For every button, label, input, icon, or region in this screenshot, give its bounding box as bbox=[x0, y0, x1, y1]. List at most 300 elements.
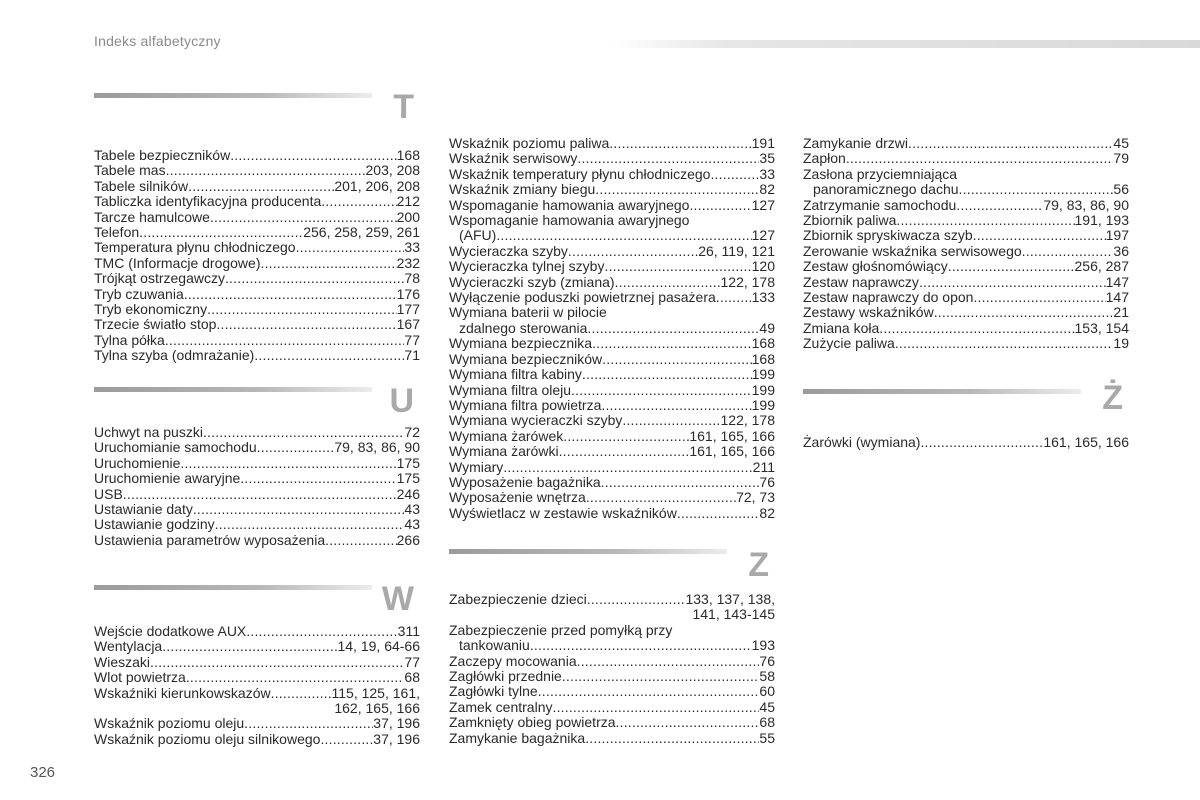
index-entry bbox=[94, 240, 420, 255]
entry-page: 14, 19, 64-66 bbox=[337, 638, 420, 655]
entry-row bbox=[449, 592, 775, 607]
entry-label: Wycieraczki szyb (zmiana) bbox=[449, 273, 615, 290]
entry-label-continued: panoramicznego dachu bbox=[813, 181, 959, 198]
entry-label: Zatrzymanie samochodu bbox=[803, 196, 957, 213]
entry-row bbox=[94, 533, 420, 548]
entry-page: 153, 154 bbox=[1074, 319, 1129, 336]
index-entry bbox=[449, 475, 775, 490]
index-entry bbox=[94, 517, 420, 532]
index-entry bbox=[449, 136, 775, 151]
entry-label: Zamykanie drzwi bbox=[803, 135, 909, 151]
entry-row bbox=[449, 731, 775, 746]
entry-label: Wlot powietrza bbox=[94, 669, 186, 686]
leader-dots bbox=[1022, 244, 1114, 259]
index-entry bbox=[803, 435, 1129, 450]
entry-page-continued: 162, 165, 166 bbox=[334, 700, 420, 717]
leader-dots bbox=[919, 275, 1106, 290]
leader-dots bbox=[577, 151, 759, 166]
entry-row bbox=[803, 151, 1129, 166]
leader-dots bbox=[215, 517, 405, 532]
section-letter: Z bbox=[748, 546, 769, 584]
entry-label: Zamknięty obieg powietrza bbox=[449, 714, 616, 731]
entry-page: 35 bbox=[759, 150, 775, 167]
index-entry bbox=[449, 182, 775, 197]
entry-page: 161, 165, 166 bbox=[689, 443, 775, 460]
leader-dots bbox=[193, 502, 405, 517]
leader-dots bbox=[677, 506, 760, 521]
entry-label: Wskaźnik temperatury płynu chłodniczego bbox=[449, 165, 711, 182]
leader-dots bbox=[203, 425, 404, 440]
leader-dots bbox=[934, 305, 1114, 320]
index-entry bbox=[449, 151, 775, 166]
leader-dots bbox=[622, 413, 720, 428]
entry-row bbox=[803, 336, 1129, 351]
leader-dots bbox=[716, 290, 752, 305]
entry-row bbox=[449, 638, 775, 653]
entry-row bbox=[94, 440, 420, 455]
section-letter: Ż bbox=[1102, 379, 1123, 417]
index-entry bbox=[803, 336, 1129, 351]
entry-row bbox=[94, 271, 420, 286]
entry-label: Wspomaganie hamowania awaryjnego bbox=[449, 196, 690, 213]
entry-row bbox=[449, 700, 775, 715]
entry-label: Tabliczka identyfikacyjna producenta bbox=[94, 193, 322, 210]
leader-dots bbox=[948, 259, 1075, 274]
entry-page: 49 bbox=[759, 319, 775, 336]
entry-label: Wymiana filtra kabiny bbox=[449, 366, 582, 383]
index-entry bbox=[94, 502, 420, 517]
leader-dots bbox=[240, 471, 396, 486]
index-entry bbox=[803, 198, 1129, 213]
index-entry bbox=[94, 686, 420, 717]
leader-dots bbox=[973, 290, 1105, 305]
entry-label: Tryb czuwania bbox=[94, 285, 184, 302]
leader-dots bbox=[225, 271, 404, 286]
entry-row bbox=[449, 654, 775, 669]
leader-dots bbox=[956, 198, 1043, 213]
entry-page: 127 bbox=[751, 196, 775, 213]
section-header-t bbox=[94, 86, 420, 148]
entry-label: Wymiana bezpiecznika bbox=[449, 335, 593, 352]
section-letter: T bbox=[393, 88, 414, 126]
entry-row bbox=[449, 684, 775, 699]
entry-label: Zabezpieczenie przed pomyłką przy bbox=[449, 621, 673, 638]
entry-row bbox=[449, 275, 775, 290]
index-entry bbox=[94, 302, 420, 317]
column-1 bbox=[94, 86, 420, 364]
entry-label: Wejście dodatkowe AUX bbox=[94, 623, 247, 639]
entries-w-continued bbox=[449, 136, 775, 521]
entry-label: Wycieraczka szyby bbox=[449, 242, 568, 259]
index-entry bbox=[94, 225, 420, 240]
entry-label: Zamek centralny bbox=[449, 698, 553, 715]
entries-z bbox=[449, 592, 775, 746]
header-bar bbox=[610, 40, 1200, 48]
entry-page: 56 bbox=[1113, 181, 1129, 198]
entry-label: Zaczepy mocowania bbox=[449, 652, 577, 669]
entry-row bbox=[803, 244, 1129, 259]
entry-row bbox=[449, 321, 775, 336]
leader-dots bbox=[604, 259, 751, 274]
index-entry bbox=[94, 333, 420, 348]
entry-label: Wyposażenie bagażnika bbox=[449, 473, 601, 490]
leader-dots bbox=[879, 321, 1074, 336]
entry-row bbox=[449, 336, 775, 351]
index-entry bbox=[94, 456, 420, 471]
entry-page: 133 bbox=[751, 289, 775, 306]
leader-dots bbox=[571, 383, 752, 398]
leader-dots bbox=[139, 225, 303, 240]
entry-row bbox=[803, 321, 1129, 336]
entry-label: Telefon bbox=[94, 224, 140, 241]
entry-row bbox=[94, 302, 420, 317]
leader-dots bbox=[210, 210, 397, 225]
entry-row bbox=[94, 225, 420, 240]
entry-page: 122, 178 bbox=[720, 273, 775, 290]
column-2 bbox=[449, 136, 775, 521]
column-3-zdot bbox=[803, 381, 1129, 450]
entry-page: 58 bbox=[759, 668, 775, 685]
index-entry bbox=[803, 244, 1129, 259]
entry-row bbox=[94, 348, 420, 363]
index-entry bbox=[449, 398, 775, 413]
entry-label: Uruchomienie awaryjne bbox=[94, 470, 241, 487]
entry-label: Trzecie światło stop bbox=[94, 316, 217, 333]
entry-label: Wskaźnik poziomu paliwa bbox=[449, 135, 610, 151]
entry-row bbox=[803, 290, 1129, 305]
leader-dots bbox=[166, 163, 366, 178]
entry-page: 33 bbox=[759, 165, 775, 182]
entry-page: 122, 178 bbox=[720, 412, 775, 429]
entry-page: 26, 119, 121 bbox=[698, 242, 775, 259]
index-entry bbox=[449, 305, 775, 336]
index-entry bbox=[94, 440, 420, 455]
entry-row bbox=[803, 198, 1129, 213]
entry-label: Zużycie paliwa bbox=[803, 335, 895, 352]
entry-row bbox=[94, 163, 420, 178]
entry-row bbox=[94, 732, 420, 747]
entry-page: 79, 83, 86, 90 bbox=[1043, 196, 1129, 213]
entry-page: 115, 125, 161, bbox=[331, 684, 420, 701]
entry-row bbox=[94, 456, 420, 471]
leader-dots bbox=[188, 179, 334, 194]
entry-page: 55 bbox=[759, 729, 775, 746]
entries-t bbox=[94, 148, 420, 364]
entry-label: Zestawy wskaźników bbox=[803, 304, 934, 321]
index-entry bbox=[803, 305, 1129, 320]
index-entry bbox=[449, 669, 775, 684]
entry-label: Zbiornik spryskiwacza szyb bbox=[803, 227, 973, 244]
entry-page: 197 bbox=[1105, 227, 1129, 244]
leader-dots bbox=[710, 167, 759, 182]
index-entry bbox=[94, 732, 420, 747]
entry-row bbox=[449, 259, 775, 274]
leader-dots bbox=[123, 487, 397, 502]
entry-label: Tarcze hamulcowe bbox=[94, 208, 210, 225]
entry-label: Wymiana bezpieczników bbox=[449, 350, 603, 367]
entry-row bbox=[803, 228, 1129, 243]
leader-dots bbox=[180, 456, 396, 471]
entry-label: Wymiary bbox=[449, 458, 504, 475]
section-bar bbox=[449, 549, 727, 554]
entry-label: Zapłon bbox=[803, 150, 846, 167]
entry-label: Wyposażenie wnętrza bbox=[449, 489, 586, 506]
column-3 bbox=[803, 136, 1129, 352]
entry-row bbox=[449, 198, 775, 213]
leader-dots bbox=[973, 228, 1106, 243]
index-entry bbox=[449, 275, 775, 290]
entry-label: Zbiornik paliwa bbox=[803, 212, 897, 229]
entry-page: 76 bbox=[759, 652, 775, 669]
entry-page: 193 bbox=[751, 637, 775, 654]
entry-label: Ustawianie daty bbox=[94, 501, 193, 518]
entry-label: Temperatura płynu chłodniczego bbox=[94, 239, 296, 256]
index-entry bbox=[449, 290, 775, 305]
leader-dots bbox=[254, 348, 404, 363]
entry-row bbox=[449, 429, 775, 444]
leader-dots bbox=[846, 151, 1114, 166]
entry-page: 311 bbox=[397, 623, 420, 639]
entry-page: 211 bbox=[752, 458, 775, 475]
entry-label: Wymiana filtra oleju bbox=[449, 381, 572, 398]
leader-dots bbox=[257, 440, 335, 455]
section-header-z bbox=[449, 543, 775, 592]
entry-row bbox=[94, 639, 420, 654]
index-entry bbox=[94, 348, 420, 363]
entry-label: Uruchomianie samochodu bbox=[94, 439, 257, 456]
entry-label: Tylna półka bbox=[94, 331, 165, 348]
index-entry bbox=[94, 271, 420, 286]
leader-dots bbox=[959, 182, 1114, 197]
section-bar bbox=[94, 585, 372, 590]
index-entry bbox=[94, 670, 420, 685]
leader-dots bbox=[587, 321, 759, 336]
entry-label: Tabele bezpieczników bbox=[94, 147, 231, 163]
index-entry bbox=[803, 136, 1129, 151]
entry-page: 191, 193 bbox=[1074, 212, 1129, 229]
index-entry bbox=[449, 352, 775, 367]
entry-label-continued: zdalnego sterowania bbox=[459, 319, 588, 336]
entry-page: 199 bbox=[751, 396, 775, 413]
entry-label: Zamykanie bagażnika bbox=[449, 729, 586, 746]
entry-page: 168 bbox=[396, 147, 420, 163]
entry-page: 256, 258, 259, 261 bbox=[303, 224, 420, 241]
leader-dots bbox=[582, 367, 752, 382]
index-entry bbox=[94, 317, 420, 332]
leader-dots bbox=[908, 136, 1113, 151]
entry-label: Wyłączenie poduszki powietrznej pasażera bbox=[449, 289, 716, 306]
leader-dots bbox=[150, 655, 404, 670]
entry-row bbox=[449, 506, 775, 521]
entry-row bbox=[449, 444, 775, 459]
index-entry bbox=[449, 715, 775, 730]
leader-dots bbox=[321, 194, 396, 209]
section-letter: W bbox=[381, 580, 414, 618]
entry-label: Wymiana żarówek bbox=[449, 427, 564, 444]
index-entry bbox=[94, 533, 420, 548]
entry-row bbox=[449, 715, 775, 730]
entry-row bbox=[94, 148, 420, 163]
entry-page: 82 bbox=[759, 504, 775, 521]
entry-label: Zabezpieczenie dzieci bbox=[449, 591, 587, 607]
entry-page: 175 bbox=[396, 470, 420, 487]
entry-label: Zasłona przyciemniająca bbox=[803, 165, 958, 182]
index-entry bbox=[94, 287, 420, 302]
section-bar bbox=[94, 93, 372, 98]
leader-dots bbox=[261, 256, 397, 271]
leader-dots bbox=[503, 460, 752, 475]
entry-page: 68 bbox=[404, 669, 420, 686]
entry-page: 177 bbox=[396, 301, 420, 318]
entry-row bbox=[94, 502, 420, 517]
entries-z-dot bbox=[803, 435, 1129, 450]
entry-page: 161, 165, 166 bbox=[689, 427, 775, 444]
index-entry bbox=[449, 429, 775, 444]
index-entry bbox=[94, 256, 420, 271]
header-title: Indeks alfabetyczny bbox=[94, 33, 221, 49]
entry-page: 120 bbox=[751, 258, 775, 275]
entry-row bbox=[94, 179, 420, 194]
leader-dots bbox=[568, 244, 698, 259]
leader-dots bbox=[162, 639, 337, 654]
entry-label: Wskaźniki kierunkowskazów bbox=[94, 684, 271, 701]
entry-row bbox=[94, 240, 420, 255]
leader-dots bbox=[592, 336, 752, 351]
entry-page: 19 bbox=[1113, 335, 1129, 352]
entry-page: 82 bbox=[759, 181, 775, 198]
entry-page: 212 bbox=[396, 193, 420, 210]
index-entry bbox=[449, 213, 775, 244]
entry-row bbox=[449, 383, 775, 398]
entry-label: Zmiana koła bbox=[803, 319, 880, 336]
leader-dots bbox=[895, 336, 1114, 351]
entry-page: 72 bbox=[404, 424, 420, 440]
index-entry bbox=[94, 148, 420, 163]
index-entry bbox=[449, 383, 775, 398]
leader-dots bbox=[586, 490, 736, 505]
entry-page: 36 bbox=[1113, 242, 1129, 259]
entry-label: Ustawienia parametrów wyposażenia bbox=[94, 531, 326, 548]
index-entry bbox=[803, 213, 1129, 228]
entry-page: 68 bbox=[759, 714, 775, 731]
entry-row bbox=[94, 686, 420, 701]
entry-page: 37, 196 bbox=[373, 715, 420, 732]
leader-dots bbox=[920, 435, 1043, 450]
entry-label: Zestaw naprawczy bbox=[803, 273, 919, 290]
entry-page: 168 bbox=[751, 335, 775, 352]
leader-dots bbox=[577, 654, 760, 669]
leader-dots bbox=[165, 333, 405, 348]
section-bar bbox=[803, 389, 1081, 394]
entry-page: 201, 206, 208 bbox=[334, 177, 420, 194]
entry-row bbox=[449, 367, 775, 382]
leader-dots bbox=[271, 686, 332, 701]
entry-page: 37, 196 bbox=[373, 730, 420, 747]
entry-label: TMC (Informacje drogowe) bbox=[94, 254, 261, 271]
entry-label: Tabele mas bbox=[94, 162, 166, 179]
entry-page: 79, 83, 86, 90 bbox=[334, 439, 420, 456]
entry-page: 175 bbox=[396, 454, 420, 471]
entry-label-continued: (AFU) bbox=[459, 227, 497, 244]
entry-row bbox=[94, 256, 420, 271]
column-1-u bbox=[94, 380, 420, 548]
leader-dots bbox=[896, 213, 1074, 228]
leader-dots bbox=[496, 228, 751, 243]
entry-label: Wyświetlacz w zestawie wskaźników bbox=[449, 504, 677, 521]
entry-page: 127 bbox=[751, 227, 775, 244]
entry-page: 60 bbox=[759, 683, 775, 700]
section-header-u bbox=[94, 380, 420, 425]
entry-label: Wskaźnik zmiany biegu bbox=[449, 181, 596, 198]
entry-label: Wymiana filtra powietrza bbox=[449, 396, 602, 413]
entry-row bbox=[449, 290, 775, 305]
entry-label: Żarówki (wymiana) bbox=[803, 434, 921, 450]
entry-page: 203, 208 bbox=[365, 162, 420, 179]
entries-z-continued bbox=[803, 136, 1129, 352]
leader-dots bbox=[320, 732, 373, 747]
entry-row bbox=[94, 425, 420, 440]
entry-page: 77 bbox=[404, 653, 420, 670]
entry-row bbox=[94, 210, 420, 225]
section-header-z-dot bbox=[803, 381, 1129, 435]
entry-row bbox=[449, 460, 775, 475]
index-entry bbox=[449, 623, 775, 654]
entry-row bbox=[94, 333, 420, 348]
leader-dots bbox=[246, 624, 397, 639]
leader-dots bbox=[601, 398, 751, 413]
entry-row bbox=[449, 490, 775, 505]
entry-label: Uchwyt na puszki bbox=[94, 424, 203, 440]
leader-dots bbox=[595, 182, 759, 197]
entry-row bbox=[94, 517, 420, 532]
entry-label: Uruchomienie bbox=[94, 454, 181, 471]
entry-page: 77 bbox=[404, 331, 420, 348]
entry-row bbox=[449, 669, 775, 684]
index-entry bbox=[449, 684, 775, 699]
entry-row bbox=[803, 259, 1129, 274]
entry-row bbox=[803, 213, 1129, 228]
entry-label: Wymiana wycieraczki szyby bbox=[449, 412, 623, 429]
entry-page: 133, 137, 138, bbox=[685, 591, 775, 607]
entry-row bbox=[94, 194, 420, 209]
entry-label: Tryb ekonomiczny bbox=[94, 301, 208, 318]
index-entry bbox=[94, 210, 420, 225]
index-entry bbox=[803, 228, 1129, 243]
entry-page: 167 bbox=[396, 316, 420, 333]
index-entry bbox=[94, 487, 420, 502]
entry-label: Wspomaganie hamowania awaryjnego bbox=[449, 212, 690, 229]
index-entry bbox=[449, 336, 775, 351]
entry-label: Wymiana baterii w pilocie bbox=[449, 304, 607, 321]
entry-row bbox=[449, 352, 775, 367]
entry-label: Trójkąt ostrzegawczy bbox=[94, 270, 225, 287]
section-letter: U bbox=[389, 382, 414, 420]
index-entry bbox=[94, 655, 420, 670]
entry-row bbox=[449, 151, 775, 166]
entry-row bbox=[803, 305, 1129, 320]
entry-row bbox=[94, 487, 420, 502]
leader-dots bbox=[602, 352, 751, 367]
entry-page: 147 bbox=[1105, 289, 1129, 306]
index-entry bbox=[449, 244, 775, 259]
entry-label: Zerowanie wskaźnika serwisowego bbox=[803, 242, 1022, 259]
column-2-z bbox=[449, 543, 775, 746]
index-entry bbox=[94, 194, 420, 209]
leader-dots bbox=[616, 715, 760, 730]
entry-label: Zagłówki tylne bbox=[449, 683, 538, 700]
leader-dots bbox=[609, 136, 751, 151]
index-entry bbox=[449, 654, 775, 669]
